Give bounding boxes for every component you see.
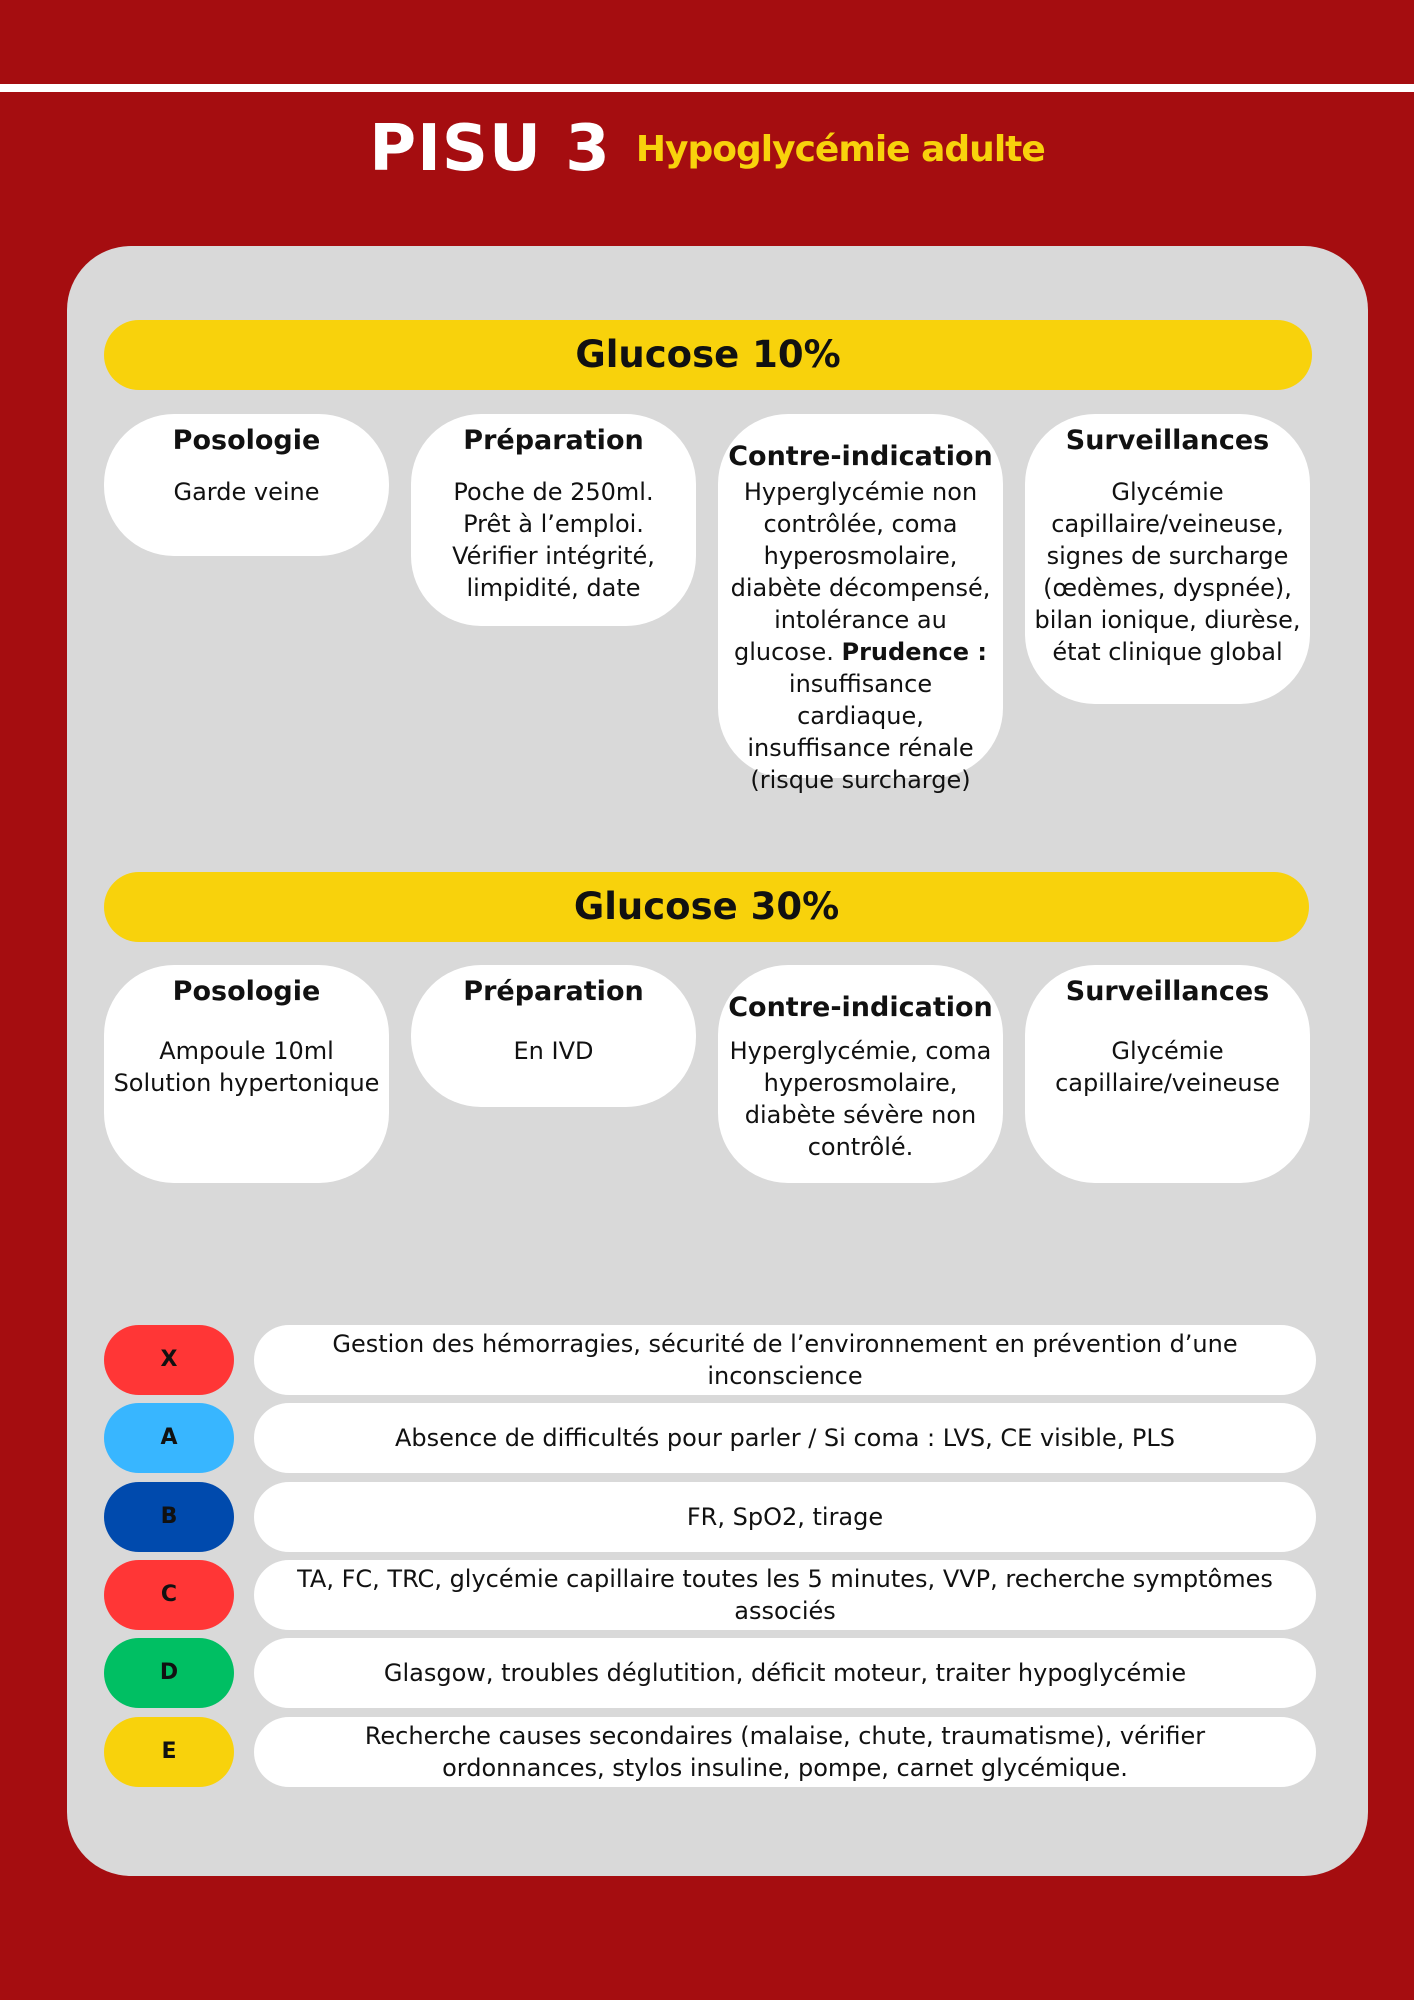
- xabcde-row-d: [104, 1638, 1316, 1708]
- card-posologie-10: [104, 414, 389, 556]
- contraindication-text: Hyperglycémie non contrôlée, coma hyperosmolaire, diabète décompensé, intolérance au glucose.: [730, 477, 991, 666]
- letter-badge-b: B: [104, 1482, 234, 1552]
- card-heading: Posologie: [172, 976, 321, 1007]
- letter-badge-c: C: [104, 1560, 234, 1630]
- letter-badge-d: D: [104, 1638, 234, 1708]
- row-text: Recherche causes secondaires (malaise, chute, traumatisme), vérifier ordonnances, stylos insuline, pompe, carnet glycémique.: [254, 1717, 1316, 1787]
- card-heading: Contre-indication: [728, 992, 993, 1023]
- letter-badge-e: E: [104, 1717, 234, 1787]
- xabcde-row-e: [104, 1717, 1316, 1787]
- xabcde-row-a: [104, 1403, 1316, 1473]
- protocol-subtitle: Hypoglycémie adulte: [635, 128, 1045, 170]
- card-body: Hyperglycémie, coma hyperosmolaire, diabète sévère non contrôlé.: [729, 1036, 992, 1161]
- card-heading: Surveillances: [1065, 976, 1270, 1007]
- card-heading: Préparation: [463, 425, 644, 456]
- xabcde-row-x: [104, 1325, 1316, 1395]
- card-body: Garde veine: [173, 477, 320, 506]
- card-body: En IVD: [513, 1036, 594, 1065]
- page-title: [0, 112, 1414, 186]
- card-body: Poche de 250ml. Prêt à l’emploi. Vérifier intégrité, limpidité, date: [452, 477, 655, 602]
- section-banner-glucose-10: Glucose 10%: [104, 320, 1312, 390]
- card-body: Ampoule 10ml Solution hypertonique: [113, 1036, 380, 1097]
- header-divider: [0, 84, 1414, 92]
- card-surveillances-30: [1025, 965, 1310, 1183]
- row-text: TA, FC, TRC, glycémie capillaire toutes les 5 minutes, VVP, recherche symptômes associés: [254, 1560, 1316, 1630]
- card-preparation-10: [411, 414, 696, 626]
- card-posologie-30: [104, 965, 389, 1183]
- card-preparation-30: [411, 965, 696, 1107]
- card-surveillances-10: [1025, 414, 1310, 704]
- section-banner-glucose-30: Glucose 30%: [104, 872, 1309, 942]
- card-contre-indication-30: [718, 965, 1003, 1183]
- card-heading: Surveillances: [1065, 425, 1270, 456]
- card-heading: Contre-indication: [728, 441, 993, 472]
- caution-text: insuffisance cardiaque, insuffisance rénale (risque surcharge): [747, 669, 974, 794]
- letter-badge-a: A: [104, 1403, 234, 1473]
- card-heading: Préparation: [463, 976, 644, 1007]
- xabcde-row-b: [104, 1482, 1316, 1552]
- xabcde-row-c: [104, 1560, 1316, 1630]
- protocol-number: PISU 3: [369, 112, 611, 186]
- card-body: Glycémie capillaire/veineuse, signes de surcharge (œdèmes, dyspnée), bilan ionique, diurèse, état clinique global: [1034, 477, 1301, 666]
- row-text: Glasgow, troubles déglutition, déficit moteur, traiter hypoglycémie: [254, 1638, 1316, 1708]
- row-text: FR, SpO2, tirage: [254, 1482, 1316, 1552]
- card-contre-indication-10: [718, 414, 1003, 794]
- card-body: Glycémie capillaire/veineuse: [1055, 1036, 1280, 1097]
- row-text: Gestion des hémorragies, sécurité de l’environnement en prévention d’une inconscience: [254, 1325, 1316, 1395]
- card-body: [722, 476, 999, 796]
- card-heading: Posologie: [172, 425, 321, 456]
- caution-label: Prudence :: [841, 637, 988, 666]
- letter-badge-x: X: [104, 1325, 234, 1395]
- row-text: Absence de difficultés pour parler / Si coma : LVS, CE visible, PLS: [254, 1403, 1316, 1473]
